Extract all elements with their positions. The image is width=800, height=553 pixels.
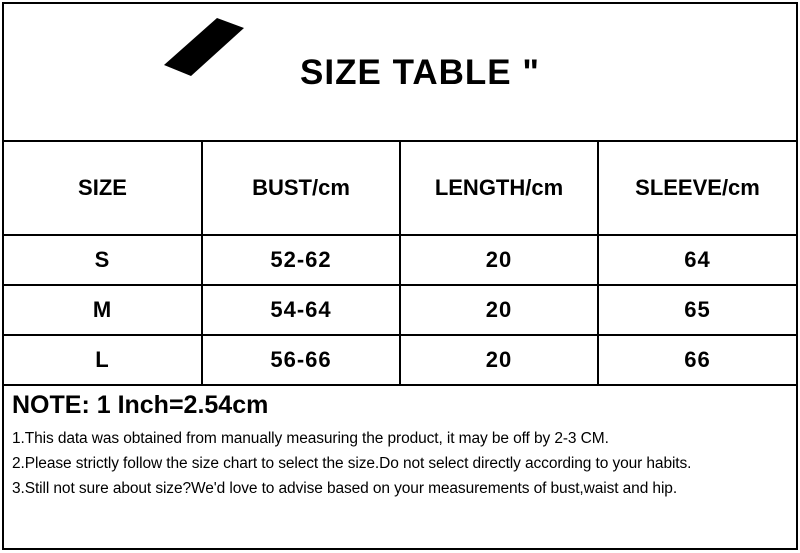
table-row <box>4 285 796 335</box>
note-line-3: 3.Still not sure about size?We'd love to advise based on your measurements of bust,waist and hip. <box>12 480 678 498</box>
column-header-length: LENGTH/cm <box>400 142 598 235</box>
size-table-container <box>4 142 796 386</box>
page-title: SIZE TABLE " <box>300 53 540 92</box>
cell-length: 20 <box>400 235 598 285</box>
column-header-sleeve: SLEEVE/cm <box>598 142 796 235</box>
note-line-1: 1.This data was obtained from manually measuring the product, it may be off by 2-3 CM. <box>12 430 609 447</box>
cell-size: L <box>4 335 202 385</box>
table-row <box>4 335 796 385</box>
cell-bust: 52-62 <box>202 235 400 285</box>
cell-sleeve: 65 <box>598 285 796 335</box>
cell-bust: 56-66 <box>202 335 400 385</box>
notes-section <box>4 383 796 501</box>
cell-bust: 54-64 <box>202 285 400 335</box>
note-line-2: 2.Please strictly follow the size chart to select the size.Do not select directly according to your habits. <box>12 455 692 473</box>
table-row <box>4 235 796 285</box>
cell-sleeve: 66 <box>598 335 796 385</box>
cell-length: 20 <box>400 285 598 335</box>
size-table <box>4 142 796 386</box>
cell-length: 20 <box>400 335 598 385</box>
cell-size: S <box>4 235 202 285</box>
note-title: NOTE: 1 Inch=2.54cm <box>12 391 269 419</box>
cell-size: M <box>4 285 202 335</box>
chart-header <box>4 4 796 142</box>
cell-sleeve: 64 <box>598 235 796 285</box>
column-header-bust: BUST/cm <box>202 142 400 235</box>
column-header-size: SIZE <box>4 142 202 235</box>
table-header-row <box>4 142 796 235</box>
